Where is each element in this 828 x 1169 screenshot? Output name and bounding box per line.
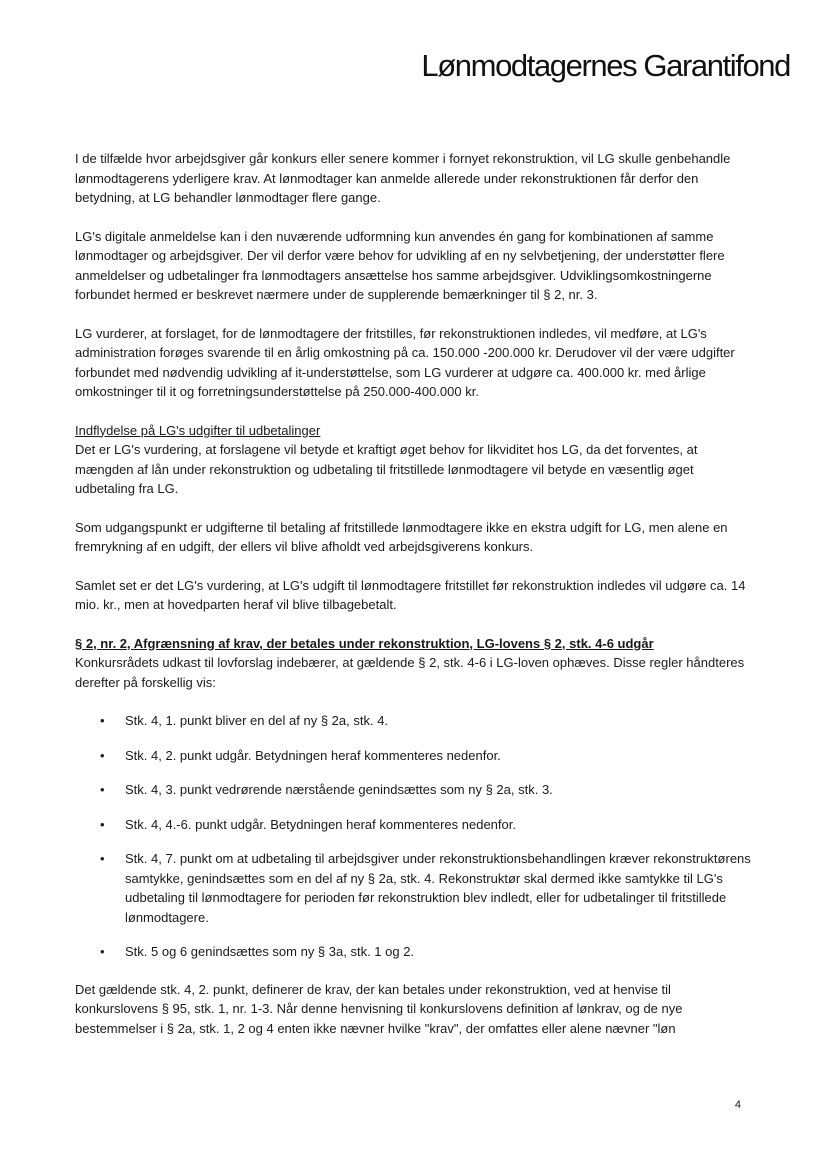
bullet-marker: • — [100, 713, 105, 728]
page-number: 4 — [734, 1099, 741, 1111]
list-item — [75, 849, 755, 927]
header-title: Lønmodtagernes Garantifond — [421, 48, 790, 83]
paragraph: Det er LG's vurdering, at forslagene vil betyde et kraftigt øget behov for likviditet hos LG, da det forventes, at mængden af lån under rekonstruktion og udbetaling til fritstillede lønmodtagere vil betyde en væsentlig øget udbetaling fra LG. — [75, 442, 698, 496]
paragraph: I de tilfælde hvor arbejdsgiver går konkurs eller senere kommer i fornyet rekonstruktion, vil LG skulle genbehandle lønmodtagerens yderligere krav. At lønmodtager kan anmelde allerede under rekonstruktionen får derfor den betydning, at LG behandler lønmodtager flere gange. — [75, 151, 731, 205]
document-body — [75, 149, 755, 1057]
bullet-marker: • — [100, 747, 105, 763]
list-item — [75, 815, 755, 835]
section-heading-udgifter: Indflydelse på LG's udgifter til udbetalinger — [75, 422, 321, 438]
list-item-text: Stk. 4, 1. punkt bliver en del af ny § 2a, stk. 4. — [125, 713, 389, 728]
list-item — [75, 746, 755, 766]
paragraph: Det gældende stk. 4, 2. punkt, definerer de krav, der kan betales under rekonstruktion, ved at henvise til konkurslovens § 95, stk. 1, nr. 1-3. Når denne henvisning til konkurslovens definition af lønkrav, og de nye bestemmelser i § 2a, stk. 1, 2 og 4 enten ikke nævner hvilke "krav", der omfattes eller alene nævner "løn — [75, 981, 683, 1036]
list-item-text: Stk. 4, 2. punkt udgår. Betydningen heraf kommenteres nedenfor. — [125, 747, 501, 763]
list-item — [75, 942, 755, 962]
list-item-text: Stk. 4, 7. punkt om at udbetaling til arbejdsgiver under rekonstruktionsbehandlingen kræver rekonstruktørens samtykke, genindsættes som en del af ny § 2a, stk. 4. Rekonstruktør skal dermed ikke samtykke til LG's udbetaling til lønmodtagere for perioden før rekonstruktion blev indledt, eller for udbetalinger til fritstillede lønmodtagere. — [125, 851, 751, 925]
bullet-marker: • — [100, 816, 105, 832]
list-item — [75, 780, 755, 800]
bullet-marker: • — [100, 782, 105, 797]
paragraph: Samlet set er det LG's vurdering, at LG's udgift til lønmodtagere fritstillet før rekonstruktion indledes vil udgøre ca. 14 mio. kr., men at hovedparten heraf vil blive tilbagebetalt. — [75, 577, 746, 612]
list-item-text: Stk. 4, 4.-6. punkt udgår. Betydningen heraf kommenteres nedenfor. — [125, 816, 516, 832]
section-heading-afgraensning: § 2, nr. 2, Afgrænsning af krav, der betales under rekonstruktion, LG-lovens § 2, stk. 4-6 udgår — [75, 635, 654, 651]
bullet-marker: • — [100, 944, 105, 959]
paragraph: Konkursrådets udkast til lovforslag indebærer, at gældende § 2, stk. 4-6 i LG-loven ophæves. Disse regler håndteres derefter på forskellig vis: — [75, 655, 745, 690]
bullet-marker: • — [100, 851, 105, 866]
paragraph: LG vurderer, at forslaget, for de lønmodtagere der fritstilles, før rekonstruktionen indledes, vil medføre, at LG's administration forøges svarende til en årlig omkostning på ca. 150.000 -200.000 kr. Derudover vil der være udgifter forbundet med nødvendig udvikling af it-understøttelse, som LG vurderer at udgøre ca. 400.000 kr. med årlige omkostninger til it og forretningsunderstøttelse på 250.000-400.000 kr. — [75, 325, 735, 399]
paragraph: Som udgangspunkt er udgifterne til betaling af fritstillede lønmodtagere ikke en ekstra udgift for LG, men alene en fremrykning af en udgift, der ellers vil blive afholdt ved arbejdsgiverens konkurs. — [75, 519, 728, 554]
list-item — [75, 711, 755, 731]
list-item-text: Stk. 5 og 6 genindsættes som ny § 3a, stk. 1 og 2. — [125, 944, 415, 959]
paragraph: LG's digitale anmeldelse kan i den nuværende udformning kun anvendes én gang for kombinationen af samme lønmodtager og arbejdsgiver. Der vil derfor være behov for udvikling af en ny selvbetjening, der understøtter flere anmeldelser og udbetalinger fra lønmodtagers ansættelse hos samme arbejdsgiver. Udviklingsomkostningerne forbundet hermed er beskrevet nærmere under de supplerende bemærkninger til § 2, nr. 3. — [75, 228, 725, 302]
list-item-text: Stk. 4, 3. punkt vedrørende nærstående genindsættes som ny § 2a, stk. 3. — [125, 782, 553, 797]
bullet-list — [75, 711, 755, 962]
